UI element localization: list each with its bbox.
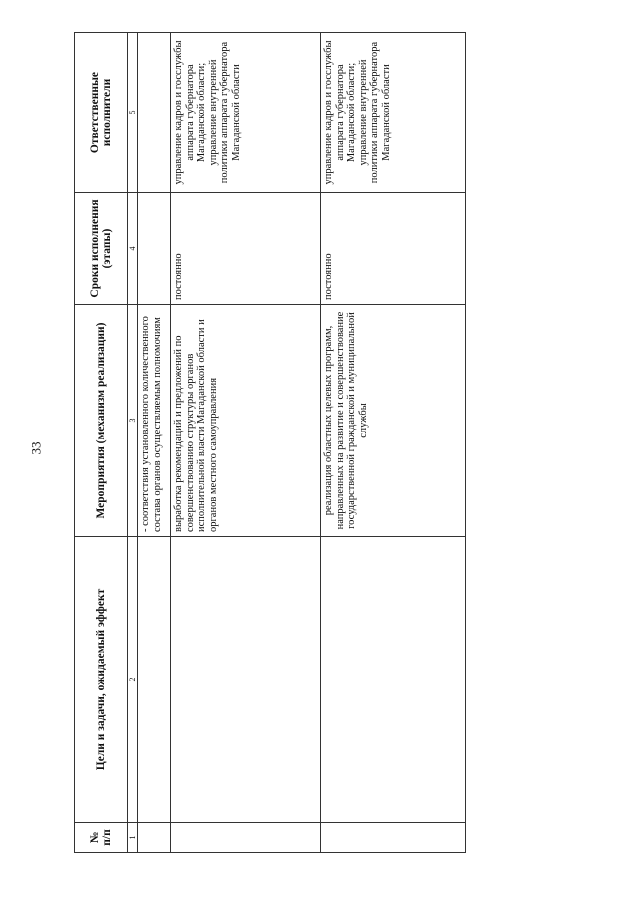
page-number: 33 <box>28 441 44 455</box>
header-responsible: Ответственные исполнители <box>75 33 128 193</box>
table-row <box>171 33 321 853</box>
column-number: 3 <box>128 305 138 537</box>
column-numbers-row <box>128 33 138 853</box>
cell-terms <box>138 193 171 305</box>
header-terms: Сроки исполнения (этапы) <box>75 193 128 305</box>
cell-terms: постоянно <box>171 193 321 305</box>
cell-measures: выработка рекомендаций и предложений по совершенствованию структуры органов исполнительной власти Магаданской области и органов местного самоуправления <box>171 305 321 537</box>
table-row <box>138 33 171 853</box>
column-number: 4 <box>128 193 138 305</box>
cell-measures: - соответствия установленного количественного состава органов осуществляемым полномочиям <box>138 305 171 537</box>
table-header-row <box>75 33 128 853</box>
column-number: 2 <box>128 537 138 823</box>
cell-goals <box>321 537 466 823</box>
cell-goals <box>138 537 171 823</box>
header-num: № п/п <box>75 823 128 853</box>
cell-num <box>138 823 171 853</box>
header-measures: Мероприятия (механизм реализации) <box>75 305 128 537</box>
cell-responsible: управление кадров и госслужбы аппарата губернатора Магаданской области; управление внутренней политики аппарата губернатора Магаданской области <box>171 33 321 193</box>
header-goals: Цели и задачи, ожидаемый эффект <box>75 537 128 823</box>
cell-responsible: управление кадров и госслужбы аппарата губернатора Магаданской области; управление внутренней политики аппарата губернатора Магаданской области <box>321 33 466 193</box>
rotated-table-container <box>74 33 484 853</box>
column-number: 1 <box>128 823 138 853</box>
table-row <box>321 33 466 853</box>
measures-table <box>74 32 466 853</box>
cell-terms: постоянно <box>321 193 466 305</box>
cell-goals <box>171 537 321 823</box>
column-number: 5 <box>128 33 138 193</box>
cell-num <box>171 823 321 853</box>
cell-responsible <box>138 33 171 193</box>
cell-measures: реализация областных целевых программ, направленных на развитие и совершенствование государственной гражданской и муниципальной службы <box>321 305 466 537</box>
cell-num <box>321 823 466 853</box>
